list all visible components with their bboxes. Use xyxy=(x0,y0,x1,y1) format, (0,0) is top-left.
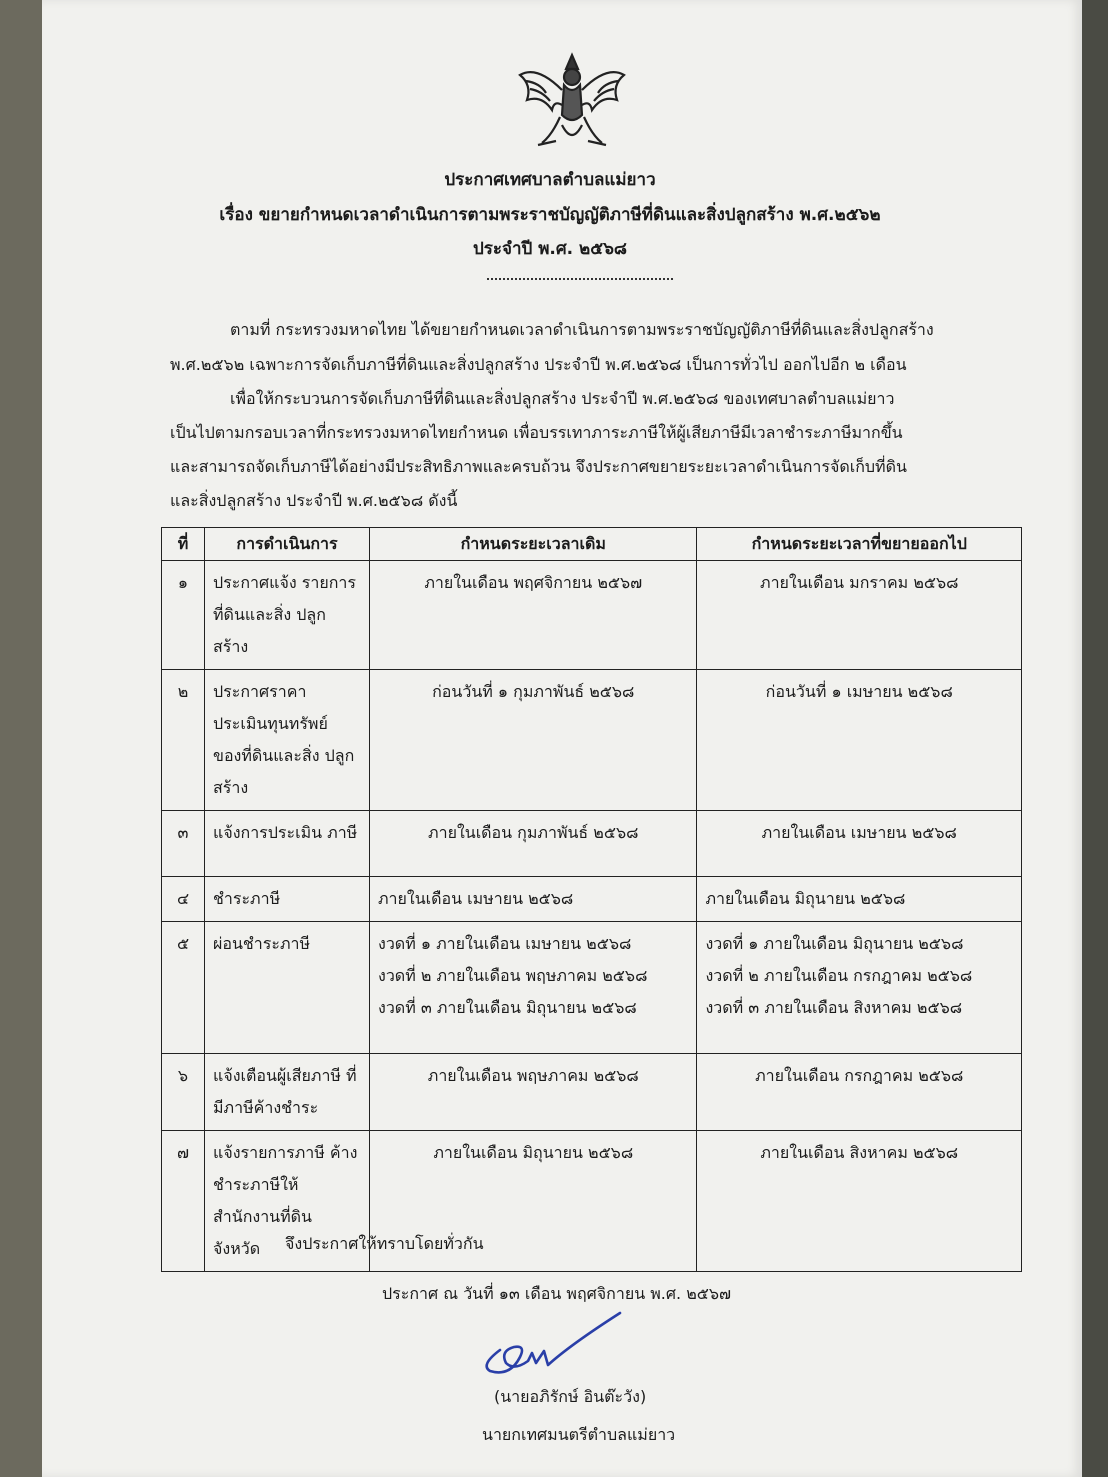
table-row xyxy=(162,561,1022,670)
row-extended-installments xyxy=(697,922,1022,1054)
row-action: แจ้งรายการภาษี ค้างชำระภาษีให้ สำนักงานที่ดิน จังหวัด xyxy=(205,1131,370,1272)
body-line-4: เป็นไปตามกรอบเวลาที่กระทรวงมหาดไทยกำหนด เพื่อบรรเทาภาระภาษีให้ผู้เสียภาษีมีเวลาชำระภาษีมากขึ้น xyxy=(170,423,903,442)
row-original-deadline: ภายในเดือน พฤษภาคม ๒๕๖๘ xyxy=(370,1054,697,1131)
installment-line: งวดที่ ๑ ภายในเดือน เมษายน ๒๕๖๘ xyxy=(378,934,632,953)
row-action: ประกาศแจ้ง รายการที่ดินและสิ่ง ปลูกสร้าง xyxy=(205,561,370,670)
table-row xyxy=(162,1054,1022,1131)
table-row xyxy=(162,670,1022,811)
signer-title: นายกเทศมนตรีตำบลแม่ยาว xyxy=(482,1425,676,1444)
row-action: แจ้งการประเมิน ภาษี xyxy=(205,811,370,877)
announcement-subject: เรื่อง ขยายกำหนดเวลาดำเนินการตามพระราชบัญญัติภาษีที่ดินและสิ่งปลูกสร้าง พ.ศ.๒๕๖๒ xyxy=(219,205,881,225)
row-action: ประกาศราคา ประเมินทุนทรัพย์ ของที่ดินและสิ่ง ปลูกสร้าง xyxy=(205,670,370,811)
table-row xyxy=(162,811,1022,877)
row-original-installments xyxy=(370,922,697,1054)
body-line-3: เพื่อให้กระบวนการจัดเก็บภาษีที่ดินและสิ่งปลูกสร้าง ประจำปี พ.ศ.๒๕๖๘ ของเทศบาลตำบลแม่ยาว xyxy=(230,389,895,408)
table-header-row xyxy=(162,528,1022,561)
col-header-action: การดำเนินการ xyxy=(205,528,370,561)
table-row xyxy=(162,922,1022,1054)
body-line-1: ตามที่ กระทรวงมหาดไทย ได้ขยายกำหนดเวลาดำเนินการตามพระราชบัญญัติภาษีที่ดินและสิ่งปลูกสร้าง xyxy=(230,320,934,339)
row-number: ๑ xyxy=(162,561,205,670)
installment-line: งวดที่ ๓ ภายในเดือน มิถุนายน ๒๕๖๘ xyxy=(378,998,637,1017)
installment-line: งวดที่ ๑ ภายในเดือน มิถุนายน ๒๕๖๘ xyxy=(705,934,964,953)
announcement-year: ประจำปี พ.ศ. ๒๕๖๘ xyxy=(472,239,628,259)
row-number: ๒ xyxy=(162,670,205,811)
schedule-table xyxy=(161,527,1022,1272)
row-number: ๕ xyxy=(162,922,205,1054)
row-original-deadline: ภายในเดือน เมษายน ๒๕๖๘ xyxy=(370,877,697,922)
row-extended-deadline: ภายในเดือน มกราคม ๒๕๖๘ xyxy=(697,561,1022,670)
row-action: ชำระภาษี xyxy=(205,877,370,922)
row-original-deadline: ก่อนวันที่ ๑ กุมภาพันธ์ ๒๕๖๘ xyxy=(370,670,697,811)
row-number: ๔ xyxy=(162,877,205,922)
signer-name: (นายอภิรักษ์ อินต๊ะวัง) xyxy=(494,1387,647,1406)
row-original-deadline: ภายในเดือน พฤศจิกายน ๒๕๖๗ xyxy=(370,561,697,670)
row-action: ผ่อนชำระภาษี xyxy=(205,922,370,1054)
dotted-divider xyxy=(487,272,673,280)
col-header-no: ที่ xyxy=(162,528,205,561)
row-extended-deadline: ภายในเดือน กรกฎาคม ๒๕๖๘ xyxy=(697,1054,1022,1131)
row-number: ๗ xyxy=(162,1131,205,1272)
body-line-5: และสามารถจัดเก็บภาษีได้อย่างมีประสิทธิภาพและครบถ้วน จึงประกาศขยายระยะเวลาดำเนินการจัดเก็บที่ดิน xyxy=(170,457,907,476)
installment-line: งวดที่ ๒ ภายในเดือน พฤษภาคม ๒๕๖๘ xyxy=(378,966,648,985)
row-extended-deadline: ภายในเดือน เมษายน ๒๕๖๘ xyxy=(697,811,1022,877)
handwritten-signature xyxy=(470,1305,630,1385)
row-extended-deadline: ภายในเดือน มิถุนายน ๒๕๖๘ xyxy=(697,877,1022,922)
col-header-extended: กำหนดระยะเวลาที่ขยายออกไป xyxy=(697,528,1022,561)
row-original-deadline: ภายในเดือน กุมภาพันธ์ ๒๕๖๘ xyxy=(370,811,697,877)
row-original-deadline: ภายในเดือน มิถุนายน ๒๕๖๘ xyxy=(370,1131,697,1272)
installment-line: งวดที่ ๓ ภายในเดือน สิงหาคม ๒๕๖๘ xyxy=(705,998,963,1017)
table-row xyxy=(162,877,1022,922)
closing-notice: จึงประกาศให้ทราบโดยทั่วกัน xyxy=(285,1234,484,1253)
row-number: ๖ xyxy=(162,1054,205,1131)
col-header-original: กำหนดระยะเวลาเดิม xyxy=(370,528,697,561)
announcement-title: ประกาศเทศบาลตำบลแม่ยาว xyxy=(444,170,656,190)
garuda-emblem-icon xyxy=(512,45,632,155)
row-number: ๓ xyxy=(162,811,205,877)
body-line-6: และสิ่งปลูกสร้าง ประจำปี พ.ศ.๒๕๖๘ ดังนี้ xyxy=(170,491,458,510)
row-extended-deadline: ภายในเดือน สิงหาคม ๒๕๖๘ xyxy=(697,1131,1022,1272)
body-line-2: พ.ศ.๒๕๖๒ เฉพาะการจัดเก็บภาษีที่ดินและสิ่งปลูกสร้าง ประจำปี พ.ศ.๒๕๖๘ เป็นการทั่วไป ออกไปอีก ๒ เดือน xyxy=(170,355,907,374)
row-action: แจ้งเตือนผู้เสียภาษี ที่มีภาษีค้างชำระ xyxy=(205,1054,370,1131)
announcement-date: ประกาศ ณ วันที่ ๑๓ เดือน พฤศจิกายน พ.ศ. ๒๕๖๗ xyxy=(382,1284,732,1303)
row-extended-deadline: ก่อนวันที่ ๑ เมษายน ๒๕๖๘ xyxy=(697,670,1022,811)
installment-line: งวดที่ ๒ ภายในเดือน กรกฎาคม ๒๕๖๘ xyxy=(705,966,973,985)
